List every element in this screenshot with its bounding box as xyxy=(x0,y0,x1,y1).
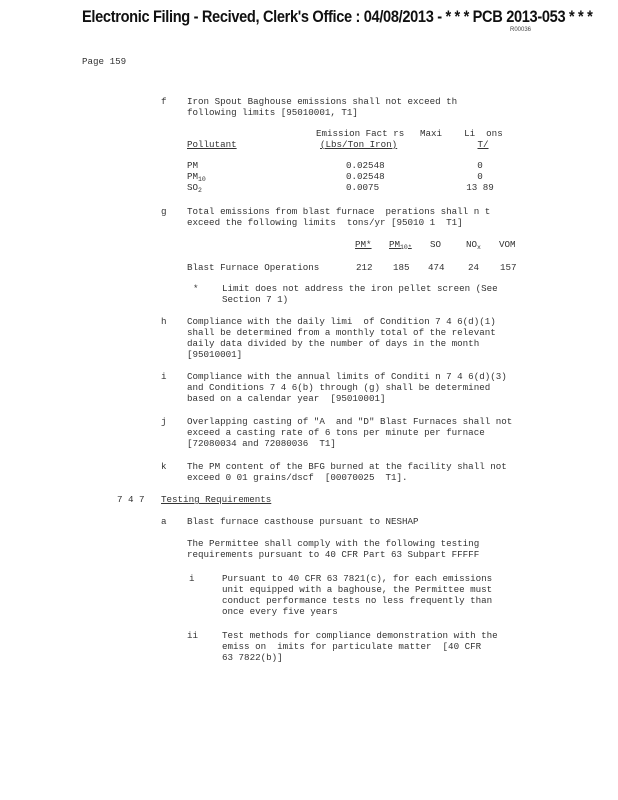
item-i-letter: i xyxy=(161,371,167,382)
g-header-no: $NO_x$ xyxy=(466,239,481,251)
g-value-no: 24 xyxy=(468,262,480,273)
sub-item-line: emiss on imits for particulate matter [40 CFR xyxy=(222,641,482,652)
item-k-line: exceed 0 01 grains/dscf [00070025 T1]. xyxy=(187,472,408,483)
sub-item-line: once every five years xyxy=(222,606,338,617)
sub-item-marker: i xyxy=(189,573,195,584)
max-so2: 13 89 xyxy=(466,182,494,193)
page-label: Page 159 xyxy=(82,56,127,67)
item-g-line2: exceed the following limits tons/yr [95010 1 T1] xyxy=(187,217,463,228)
max-pm: 0 xyxy=(477,160,483,171)
sub-item-line: 63 7822(b)] xyxy=(222,652,283,663)
g-row-label: Blast Furnace Operations xyxy=(187,262,320,273)
g-value-pm10: 185 xyxy=(393,262,410,273)
g-header-so: SO xyxy=(430,239,442,250)
sub-item-line: conduct performance tests no less frequently than xyxy=(222,595,493,606)
factor-so2: 0.0075 xyxy=(346,182,380,193)
sub-item-line: unit equipped with a baghouse, the Permittee must xyxy=(222,584,493,595)
item-g-letter: g xyxy=(161,206,167,217)
item-h-letter: h xyxy=(161,316,167,327)
g-note-line1: Limit does not address the iron pellet screen (See xyxy=(222,283,498,294)
item-h-line: Compliance with the daily limi of Condition 7 4 6(d)(1) xyxy=(187,316,496,327)
filing-header: Electronic Filing - Recived, Clerk's Office : 04/08/2013 - * * * PCB 2013-053 * * * xyxy=(82,7,593,26)
max-pm10: 0 xyxy=(477,171,483,182)
item-k-line: The PM content of the BFG burned at the facility shall not xyxy=(187,461,507,472)
g-note-line2: Section 7 1) xyxy=(222,294,289,305)
item-j-letter: j xyxy=(161,416,167,427)
max-unit-header: T/ xyxy=(477,139,489,150)
emission-unit-header: (Lbs/Ton Iron) xyxy=(320,139,398,150)
item-g-line1: Total emissions from blast furnace perations shall n t xyxy=(187,206,491,217)
item-a-para-line1: The Permittee shall comply with the following testing xyxy=(187,538,480,549)
item-i-line: Compliance with the annual limits of Conditi n 7 4 6(d)(3) xyxy=(187,371,507,382)
g-header-vom: VOM xyxy=(499,239,516,250)
sub-item-line: Pursuant to 40 CFR 63 7821(c), for each emissions xyxy=(222,573,493,584)
item-f-line1: Iron Spout Baghouse emissions shall not exceed th xyxy=(187,96,458,107)
item-a-line1: Blast furnace casthouse pursuant to NESHAP xyxy=(187,516,419,527)
filing-stamp: R00036 xyxy=(510,27,532,33)
g-note-marker: * xyxy=(193,283,199,294)
item-h-line: shall be determined from a monthly total of the relevant xyxy=(187,327,496,338)
item-j-line: [72080034 and 72080036 T1] xyxy=(187,438,336,449)
g-value-so: 474 xyxy=(428,262,445,273)
item-k-letter: k xyxy=(161,461,167,472)
item-f-line2: following limits [95010001, T1] xyxy=(187,107,358,118)
item-a-letter: a xyxy=(161,516,167,527)
sub-item-line: Test methods for compliance demonstration with the xyxy=(222,630,498,641)
item-i-line: based on a calendar year [95010001] xyxy=(187,393,386,404)
section-number: 7 4 7 xyxy=(117,494,145,505)
item-h-line: daily data divided by the number of days in the month xyxy=(187,338,480,349)
pollutant-pm: PM xyxy=(187,160,199,171)
g-value-vom: 157 xyxy=(500,262,517,273)
item-j-line: Overlapping casting of "A and "D" Blast Furnaces shall not xyxy=(187,416,513,427)
item-j-line: exceed a casting rate of 6 tons per minute per furnace xyxy=(187,427,485,438)
pollutant-so2: $SO_2$ xyxy=(187,182,202,194)
g-value-pm: 212 xyxy=(356,262,373,273)
section-title: Testing Requirements xyxy=(161,494,272,505)
factor-pm10: 0.02548 xyxy=(346,171,385,182)
item-i-line: and Conditions 7 4 6(b) through (g) shall be determined xyxy=(187,382,491,393)
item-a-para-line2: requirements pursuant to 40 CFR Part 63 Subpart FFFFF xyxy=(187,549,480,560)
g-header-pm: PM* xyxy=(355,239,372,250)
factor-pm: 0.02548 xyxy=(346,160,385,171)
item-f-letter: f xyxy=(161,96,167,107)
sub-item-marker: ii xyxy=(187,630,199,641)
pollutant-pm10: $PM_{10}$ xyxy=(187,171,206,183)
g-header-pm10: $PM_{10*}$ xyxy=(389,239,412,251)
item-h-line: [95010001] xyxy=(187,349,243,360)
pollutant-header: Pollutant xyxy=(187,139,237,150)
max-limits-header: Maxi Li ons xyxy=(420,128,503,139)
emission-factor-header: Emission Fact rs xyxy=(316,128,405,139)
